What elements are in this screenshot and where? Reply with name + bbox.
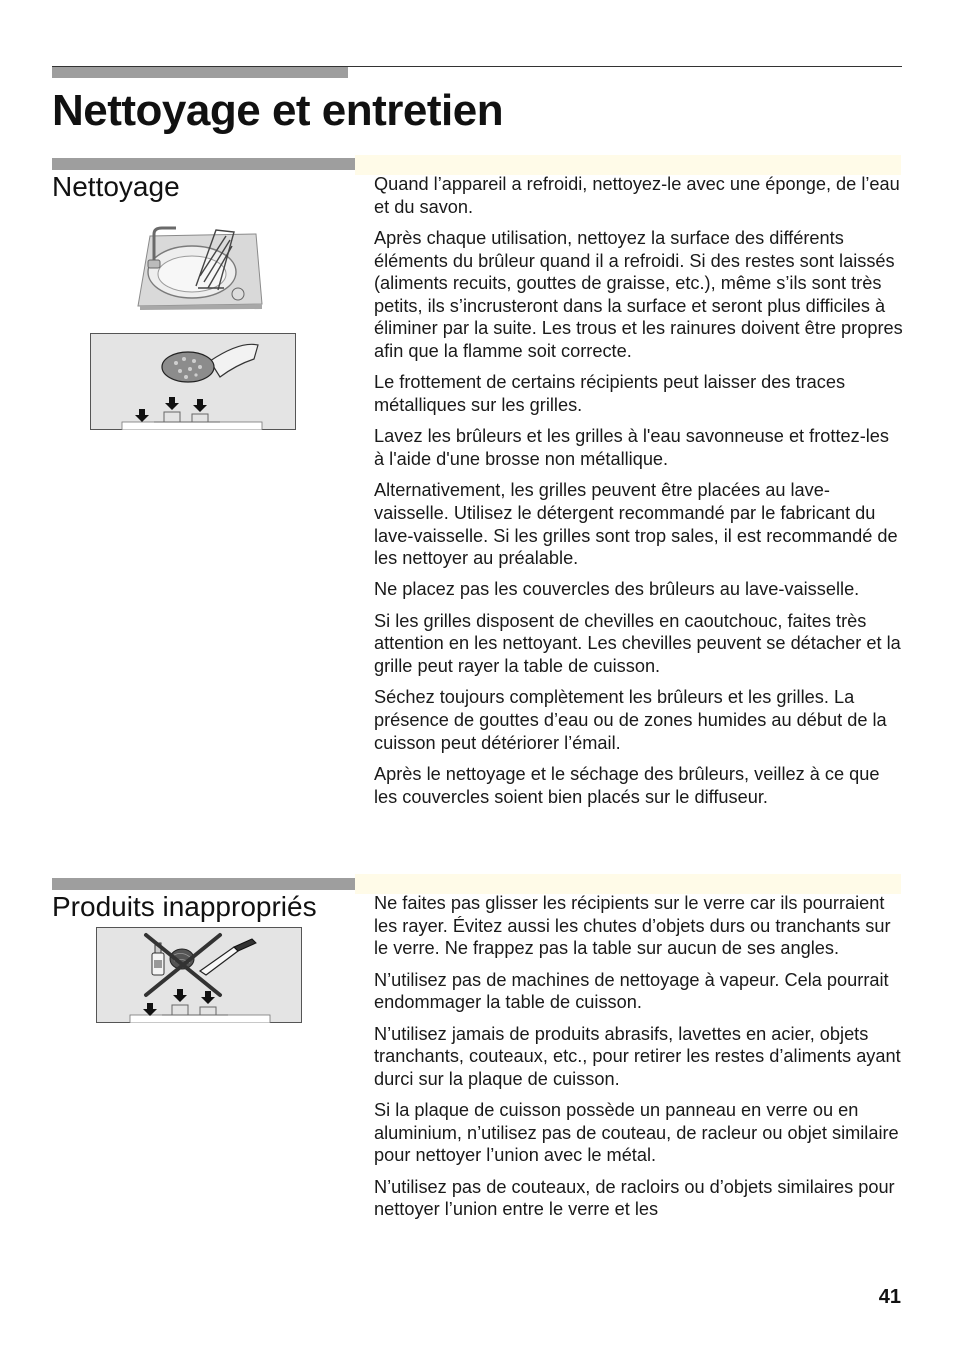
page-title: Nettoyage et entretien: [52, 86, 504, 135]
sponge-cleaning-illustration: [90, 333, 296, 430]
paragraph: Si les grilles disposent de chevilles en caoutchouc, faites très attention en les nettoyant. Les chevilles peuvent se détacher et la grille peut rayer la table de cuisson.: [374, 610, 901, 677]
paragraph: Lavez les brûleurs et les grilles à l'eau savonneuse et frottez-les à l'aide d'une brosse non métallique.: [374, 426, 890, 469]
paragraph: Alternativement, les grilles peuvent être placées au lave-vaisselle. Utilisez le détergent recommandé par le fabricant du lave-vaisselle. Si les grilles sont trop sales, il est recommandé de les nettoyer au préalable.: [374, 480, 898, 569]
section-bar-nettoyage: [52, 158, 355, 170]
paragraph: Ne placez pas les couvercles des brûleurs au lave-vaisselle.: [374, 579, 860, 600]
section-heading-produits: Produits inappropriés: [52, 891, 317, 922]
paragraph: N’utilisez pas de couteaux, de racloirs ou d’objets similaires pour nettoyer l’union entre le verre et les: [374, 1176, 895, 1220]
nettoyage-text: [374, 173, 904, 817]
section-strip-produits: [355, 874, 901, 894]
page-number: 41: [878, 1286, 901, 1308]
paragraph: Ne faites pas glisser les récipients sur le verre car ils pourraient les rayer. Évitez aussi les chutes d’objets durs ou tranchants sur le verre. Ne frappez pas la table sur aucun de ses angles.: [374, 893, 891, 959]
section-strip-nettoyage: [355, 155, 901, 175]
paragraph: Quand l’appareil a refroidi, nettoyez-le avec une éponge, de l’eau et du savon.: [374, 174, 900, 217]
paragraph: N’utilisez pas de machines de nettoyage à vapeur. Cela pourrait endommager la table de cuisson.: [374, 969, 889, 1013]
paragraph: Après le nettoyage et le séchage des brûleurs, veillez à ce que les couvercles soient bien placés sur le diffuseur.: [374, 764, 880, 807]
section-bar-produits: [52, 878, 355, 890]
produits-text: [374, 892, 904, 1230]
paragraph: Le frottement de certains récipients peut laisser des traces métalliques sur les grilles.: [374, 372, 846, 415]
paragraph: Après chaque utilisation, nettoyez la surface des différents éléments du brûleur quand il a refroidi. Si des restes sont laissés (aliments recuits, gouttes de graisse, etc.), même s’ils sont très petits, ils s’incrusteront dans la surface et seront plus difficiles à éliminer par la suite. Les trous et les rainures doivent être propres afin que la flamme soit correcte.: [374, 227, 903, 361]
paragraph: Si la plaque de cuisson possède un panneau en verre ou en aluminium, n’utilisez pas de couteau, de racleur ou objet similaire pour nettoyer l’union avec le métal.: [374, 1100, 899, 1166]
forbidden-products-illustration: [96, 927, 302, 1023]
sink-dishwasher-illustration: [136, 224, 264, 310]
paragraph: N’utilisez jamais de produits abrasifs, lavettes en acier, objets tranchants, couteaux, etc., pour retirer les restes d’aliments ayant durci sur la plaque de cuisson.: [374, 1023, 901, 1089]
section-heading-nettoyage: Nettoyage: [52, 171, 180, 202]
top-rule-accent: [52, 67, 348, 78]
paragraph: Séchez toujours complètement les brûleurs et les grilles. La présence de gouttes d’eau ou de zones humides au début de la cuisson peut détériorer l’émail.: [374, 687, 887, 753]
